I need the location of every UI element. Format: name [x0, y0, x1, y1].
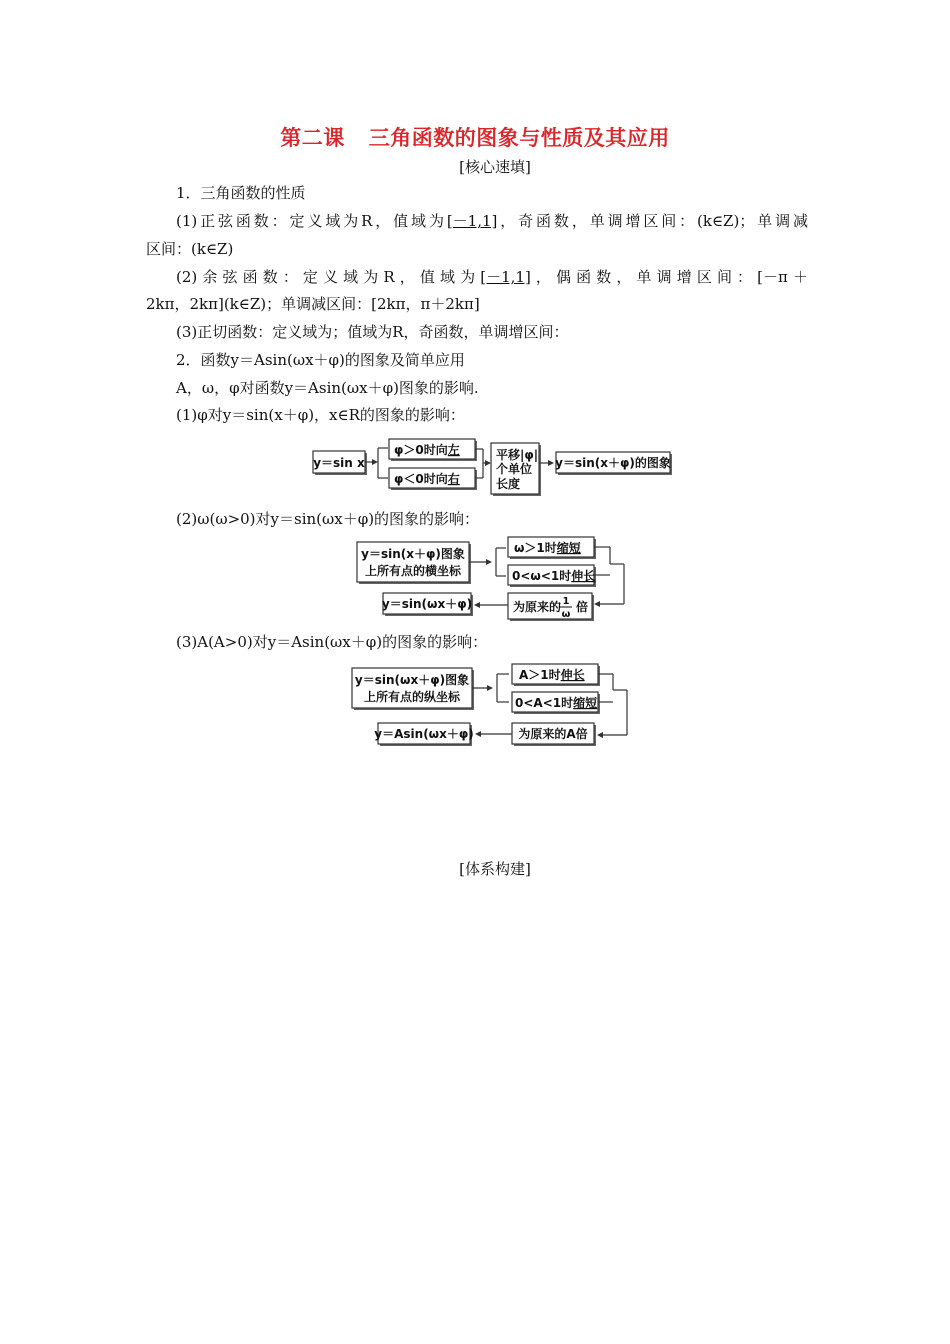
- result-label: y＝sin(x＋φ)的图象: [555, 456, 671, 470]
- sine-properties-line: (1)正弦函数：定义域为R，值域为[－1,1]，奇函数，单调增区间：(k∈Z)；单调减: [176, 212, 808, 230]
- factor-suffix: 倍: [576, 600, 589, 614]
- amplitude-effect-line: (3)A(A>0)对y＝Asin(ωx＋φ)的图象的影响：: [176, 633, 488, 651]
- section-heading-system: [体系构建]: [459, 860, 531, 878]
- start-label-2: 上所有点的纵坐标: [363, 690, 461, 704]
- factor-numerator: 1: [562, 596, 570, 607]
- omega-effect-line: (2)ω(ω>0)对y＝sin(ωx＋φ)的图象的影响：: [176, 510, 480, 528]
- result-label: y＝Asin(ωx＋φ): [374, 727, 474, 741]
- condition-stretch-label: A＞1时伸长: [519, 668, 585, 682]
- title-lesson: 第二课: [280, 126, 345, 150]
- start-label: y＝sin x: [313, 456, 365, 470]
- parameters-line: A，ω，φ对函数y＝Asin(ωx＋φ)图象的影响.: [176, 379, 479, 397]
- factor-label: 为原来的: [513, 600, 562, 614]
- start-label-1: y＝sin(ωx＋φ)图象: [354, 673, 470, 687]
- tangent-properties-line: (3)正切函数：定义域为；值域为R，奇函数，单调增区间：: [176, 323, 569, 341]
- page-title: [0, 122, 950, 152]
- sine-decreasing-line: 区间：(k∈Z): [146, 240, 234, 258]
- cosine-intervals-line: 2kπ，2kπ](k∈Z)；单调减区间：[2kπ，π＋2kπ]: [146, 295, 480, 313]
- condition-shrink-label: 0<A<1时缩短: [515, 696, 598, 710]
- translate-label-2: 个单位: [496, 462, 533, 476]
- cosine-properties-line: (2)余弦函数：定义域为R，值域为[－1,1]，偶函数，单调增区间：[－π＋: [176, 268, 808, 286]
- condition-positive-label: φ＞0时向左: [394, 443, 460, 457]
- start-label-1: y＝sin(x＋φ)图象: [361, 547, 465, 561]
- translate-label-3: 长度: [496, 477, 521, 491]
- section-heading-core: [核心速填]: [459, 158, 531, 176]
- factor-denominator: ω: [561, 609, 571, 620]
- condition-negative-label: φ＜0时向右: [394, 472, 460, 486]
- condition-stretch-label: 0<ω<1时伸长: [512, 569, 596, 583]
- horizontal-scaling-diagram: [356, 536, 632, 624]
- item-1: 1．三角函数的性质: [176, 184, 306, 202]
- factor-label: 为原来的A倍: [518, 727, 588, 741]
- result-label: y＝sin(ωx＋φ): [381, 597, 473, 611]
- start-label-2: 上所有点的横坐标: [364, 564, 462, 578]
- vertical-scaling-diagram: [351, 660, 633, 750]
- phi-effect-line: (1)φ对y＝sin(x＋φ)，x∈R的图象的影响：: [176, 406, 465, 424]
- title-topic: 三角函数的图象与性质及其应用: [368, 126, 670, 150]
- phase-shift-diagram: [312, 438, 676, 498]
- condition-shrink-label: ω＞1时缩短: [514, 541, 581, 555]
- item-2: 2．函数y＝Asin(ωx＋φ)的图象及简单应用: [176, 351, 465, 369]
- translate-label-1: 平移|φ|: [496, 448, 539, 462]
